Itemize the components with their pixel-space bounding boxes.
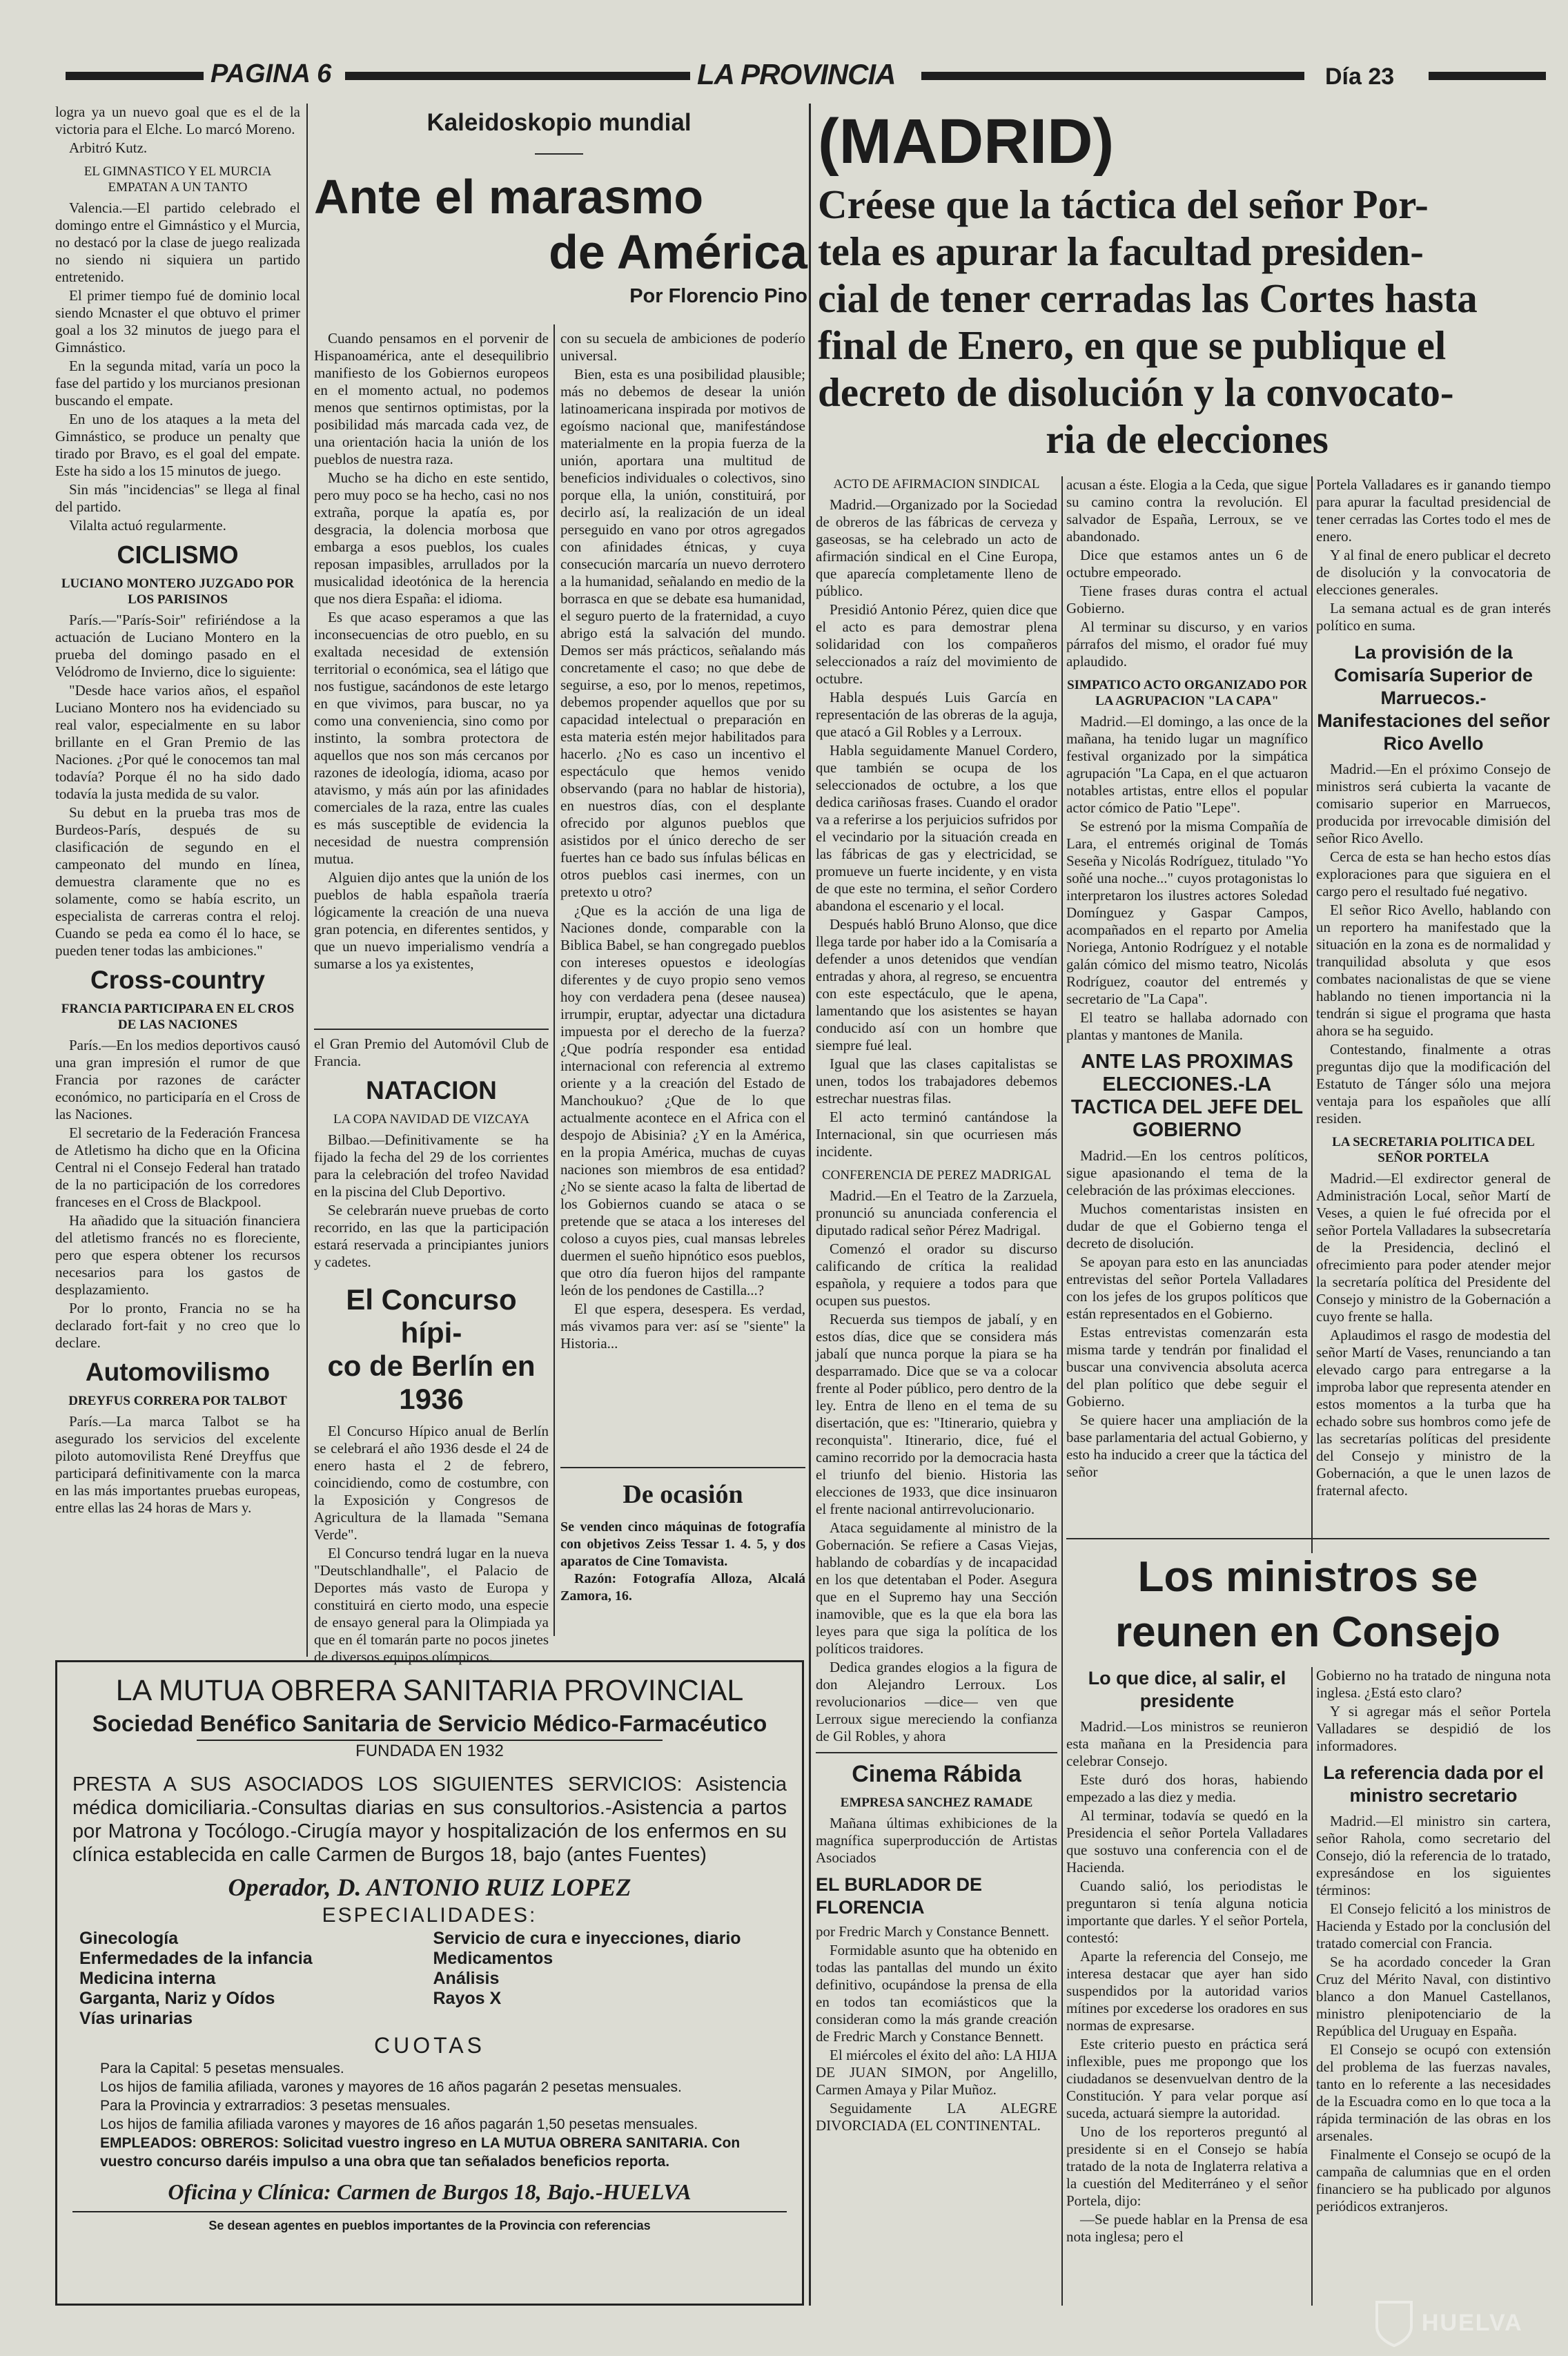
madrid-column-c (1316, 476, 1551, 1553)
referencia-paragraph: El Consejo felicitó a los ministros de Hacienda y Estado por la conclusión del tratado comercial con Francia. (1316, 1900, 1551, 1951)
mutua-office: Oficina y Clínica: Carmen de Burgos 18, Bajo.-HUELVA (168, 2179, 692, 2204)
la-capa-paragraph: Se estrenó por la misma Compañía de Lara, el entremés original de Tomás Seseña y Nicolás Rodríguez, titulado "Yo soñé una noche..." cuyos protagonistas lo interpretaron los ilustres actores Soledad Domínguez y Gaspar Campos, acompañados en el reparto por Amelia Noriega, Antonio Rodríguez y el notable galán cómico del mismo teatro, Nicolás Rodríguez, coautor del entremés y secretario de "La Capa". (1066, 818, 1308, 1007)
ministros-paragraph: Madrid.—Los ministros se reunieron esta mañana en la Presidencia para celebrar Consejo. (1066, 1718, 1308, 1769)
perez-paragraph: Recuerda sus tiempos de jabalí, y en estos días, dice que se considera más jabalí que nunca porque la piara se ha desparramado. Dice que se va a colocar frente al Poder público, pero dentro de la ley. Entra de lleno en el tema de su disertación, que es: "Itinerario, quiebra y reconquista". Itinerario, dice, fué el camino recorrido por la democracia hasta el triunfo del bienio. Historia las elecciones de 1933, que dice insinuaron el frente nacional antirrevolucionario. (816, 1311, 1057, 1517)
ministros-column-b (1316, 1667, 1551, 2306)
kaleido-paragraph: Es que acaso esperamos a que las inconsecuencias de otro pueblo, en su exaltada necesidad de extensión territorial o económica, sea el látigo que nos fustigue, sacándonos de este letargo en que vivimos, para buscar, no ya como una conveniencia, sino como por instinto, la sombra protectora de aquellos que nos son más cercanos por razones de ideología, idioma, acaso por atavismo, y más aún por las afinidades comerciales de la raza, entre las cuales es más susceptible de evidencia la necesidad de nuestra comprensión mutua. (314, 609, 549, 867)
kaleido-rule (535, 153, 583, 155)
ministros-paragraph: Cuando salió, los periodistas le preguntaron si tenía alguna noticia importante que darles. Y el señor Portela, contestó: (1066, 1878, 1308, 1946)
ciclismo-title: CICLISMO (117, 541, 239, 569)
ministros-paragraph: Este criterio puesto en práctica será inflexible, pues me propongo que los ciudadanos se desenvuelvan dentro de la Constitución. Y para velar porque así suceda, actuará siempre la autoridad. (1066, 2036, 1308, 2121)
elecciones-paragraph: Se apoyan para esto en las anunciadas entrevistas del señor Portela Valladares con los jefes de los grupos políticos que están representados en el Gobierno. (1066, 1254, 1308, 1322)
specialty-item: Rayos X (433, 1989, 502, 2008)
natacion-column (314, 1035, 549, 1665)
natacion-paragraph: Bilbao.—Definitivamente se ha fijado la fecha del 29 de los corrientes para la celebración del trofeo Navidad en la piscina del Club Deportivo. (314, 1131, 549, 1200)
gran-premio-text: el Gran Premio del Automóvil Club de Francia. (314, 1035, 549, 1069)
specialties-left (72, 1929, 433, 2029)
perez-cont-paragraph: acusan a éste. Elogia a la Ceda, que sigue su camino contra la revolución. El salvador de España, Lerroux, se ve abandonado. (1066, 476, 1308, 545)
cinema-film-title: EL BURLADOR DE FLORENCIA (816, 1874, 983, 1918)
sindical-paragraph: El acto terminó cantándose la Internacional, sin que ocurriesen más incidente. (816, 1109, 1057, 1160)
gimnastico-paragraph: En la segunda mitad, varía un poco la fase del partido y los murcianos presionan buscando el empate. (55, 358, 300, 409)
section-rule (1066, 1538, 1549, 1539)
ocasion-box (560, 1477, 805, 1643)
mutua-advertisement (55, 1660, 804, 2306)
mutua-subtitle: Sociedad Benéfico Sanitaria de Servicio Médico-Farmacéutico (92, 1711, 767, 1736)
rico-avello-title: La provisión de la Comisaría Superior de Marruecos.-Manifestaciones del señor Rico Avello (1317, 642, 1550, 754)
sindical-heading: ACTO DE AFIRMACION SINDICAL (833, 477, 1040, 491)
referencia-paragraph: Madrid.—El ministro sin cartera, señor Rahola, como secretario del Consejo, dió la referencia de lo tratado, expresándose en los siguientes términos: (1316, 1813, 1551, 1898)
kaleido-column-a (314, 330, 549, 1034)
referencia-paragraph: Se ha acordado conceder la Gran Cruz del Mérito Naval, con distintivo blanco a don Manuel Castellanos, ministro plenipotenciario de la República del Uruguay en España. (1316, 1954, 1551, 2039)
hipico-title-1: El Concurso hípi- (346, 1283, 517, 1349)
headline-line: cial de tener cerradas las Cortes hasta (818, 275, 1478, 321)
rico-paragraph: Madrid.—En el próximo Consejo de ministros será cubierta la vacante de comisario superior en Marruecos, producida por irrevocable dimisión del señor Rico Avello. (1316, 761, 1551, 846)
hipico-title-2: co de Berlín en (327, 1350, 536, 1382)
sindical-paragraph: Igual que las clases capitalistas se unen, todos los trabajadores debemos estrechar nuestras filas. (816, 1055, 1057, 1107)
sindical-paragraph: Habla seguidamente Manuel Cordero, que también se ocupa de los seleccionados de octubre, a los que dedica cariñosas frases. Cuando el orador va a referirse a los perjuicios sufridos por el vecindario por la situación creada en las fábricas de gas y electricidad, se promueve un fuerte incidente, y en vista de que este no termina, el señor Cordero abandona el escenario y el local. (816, 742, 1057, 914)
perez-cont-paragraph: Tiene frases duras contra el actual Gobierno. (1066, 583, 1308, 616)
mutua-founded: FUNDADA EN 1932 (197, 1740, 663, 1762)
natacion-heading: LA COPA NAVIDAD DE VIZCAYA (333, 1112, 529, 1127)
kaleido-paragraph: Bien, esta es una posibilidad plausible; más no debemos de desear la unión latinoamericana inspirada por motivos de egoísmo nacional que, manifestándose materialmente en la propia fuerza de la unión, aportara una multitud de beneficios individuales o colectivos, sino porque ella, la unión, constituirá, por decirlo así, la realización de un ideal perseguido en vano por otros agregados con afinidades étnicas, y cuya consecución marcaría un nuevo derrotero a la humanidad, señalando en medio de la borrasca en que se debate esa humanidad, el seguro puerto de la fraternidad, a cuyo abrigo está la salvación del mundo. Demos ser más prácticos, señalando más concretamente el caso; no que debe de seguirse, a eso, por lo menos, repetimos, debemos propender aquellos que por su capacidad intelectual o preparación en esta materia estén mejor habilitados para hacerlo. ¿No es caso un incentivo el espectáculo que hemos venido observando (para no hablar de historia), en nuestros días, con el desplante ofrecido por algunos pueblos que asistidos por el único derecho de ser fuertes han ce bado sus ínfulas bélicas en otros pueblos casi inermes, con un pretexto u otro? (560, 366, 805, 900)
cross-paragraph: París.—En los medios deportivos causó una gran impresión el rumor de que Francia por razones de carácter económico, no participaría en el Cross de las Naciones. (55, 1037, 300, 1122)
kaleido-paragraph: con su secuela de ambiciones de poderío universal. (560, 330, 805, 364)
gimnastico-paragraph: En uno de los ataques a la meta del Gimnástico, se produce un penalty que tirado por Bravo, es el goal del empate. Este ha sido a los 15 minutos de juego. (55, 411, 300, 479)
madrid-column-b (1066, 476, 1308, 1553)
ministros-paragraph: Al terminar, todavía se quedó en la Presidencia el señor Portela Valladares que sostuvo una conferencia con el de Hacienda. (1066, 1807, 1308, 1876)
mutua-services: PRESTA A SUS ASOCIADOS LOS SIGUIENTES SERVICIOS: Asistencia médica domiciliaria.-Consultas diarias en sus consultorios.-Asistencia a partos por Matrona y Tocólogo.-Cirugía mayor y hospitalización de los enfermos en su clínica establecida en calle Carmen de Burgos 18, bajo (antes Fuentes) (72, 1773, 787, 1866)
kaleido-title-1: Ante el marasmo (314, 170, 704, 224)
cuota-item: Para la Capital: 5 pesetas mensuales. (100, 2061, 344, 2076)
ministros-title-1: Los ministros se (1137, 1553, 1478, 1601)
sindical-paragraph: Presidió Antonio Pérez, quien dice que el acto es para demostrar plena solidaridad con los compañeros seleccionados a raíz del movimiento de octubre. (816, 601, 1057, 687)
cinema-intro: Mañana últimas exhibiciones de la magnífica superproducción de Artistas Asociados (816, 1815, 1057, 1866)
secretaria-paragraph: Aplaudimos el rasgo de modestia del señor Martí de Vases, renunciando a tan elevado cargo para entregarse a la improba labor que representa atender en estos momentos a la turba que ha echado sobre sus hombros como jefe de las secretarías políticas del presidente del Consejo y ministro de la Gobernación, a que le unen lazos de fraternal afecto. (1316, 1327, 1551, 1499)
gimnastico-paragraph: Vilalta actuó regularmente. (69, 517, 226, 534)
referencia-paragraph: Finalmente el Consejo se ocupó de la campaña de calumnias que en el orden financiero se ha publicado por algunos periódicos extranjeros. (1316, 2146, 1551, 2214)
section-rule (560, 1467, 805, 1468)
referencia-paragraph: El Consejo se ocupó con extensión del problema de las fuerzas navales, tanto en lo referente a las necesidades de la Escuadra como en lo que toca a la rápida terminación de las obras en los arsenales. (1316, 2041, 1551, 2144)
specialty-item: Servicio de cura e inyecciones, diario (433, 1929, 741, 1948)
header-rule-mid-left (345, 72, 690, 80)
gimnastico-paragraph: Valencia.—El partido celebrado el domingo entre el Gimnástico y el Murcia, no destacó por la clase de juego realizada no siendo ni siquiera un partido entretenido. (55, 199, 300, 285)
cuota-item: Los hijos de familia afiliada varones y mayores de 16 años pagarán 1,50 pesetas mensuales. (100, 2116, 698, 2132)
la-capa-paragraph: El teatro se hallaba adornado con plantas y mantones de Manila. (1066, 1009, 1308, 1043)
page-number: PAGINA 6 (210, 59, 332, 88)
column-divider (809, 104, 811, 2306)
kaleido-kicker: Kaleidoskopio mundial (427, 109, 692, 136)
elecciones-paragraph: Muchos comentaristas insisten en dudar de que el Gobierno tenga el decreto de disolución. (1066, 1200, 1308, 1252)
specialty-item: Medicamentos (433, 1949, 553, 1968)
perez-cont-paragraph: Dice que estamos antes un 6 de octubre empeorado. (1066, 547, 1308, 581)
cinema-paragraph: El miércoles el éxito del año: LA HIJA DE JUAN SIMON, por Angelillo, Carmen Amaya y Pilar Muñoz. (816, 2047, 1057, 2098)
perez-paragraph: Comenzó el orador su discurso calificando de crítica la realidad española, y requiere a todos para que ocupen sus puestos. (816, 1240, 1057, 1309)
ministros-paragraph: —Se puede hablar en la Prensa de esa nota inglesa; pero el (1066, 2211, 1308, 2245)
column-divider (1311, 476, 1313, 1553)
specialty-item: Enfermedades de la infancia (79, 1949, 313, 1968)
headline-line: Créese que la táctica del señor Por- (818, 182, 1429, 227)
cross-paragraph: Ha añadido que la situación financiera del atletismo francés no es floreciente, pero que espera obtener los recursos necesarios para los gastos de desplazamiento. (55, 1212, 300, 1298)
cross-paragraph: El secretario de la Federación Francesa de Atletismo ha dicho que en la Oficina Central ni el Consejo Federal han tratado de la no participación de los corredores franceses en el Cross de Blackpool. (55, 1125, 300, 1210)
cross-country-title: Cross-country (90, 966, 265, 994)
ministros-title-2: reunen en Consejo (1115, 1608, 1501, 1656)
section-rule (314, 1029, 549, 1030)
header-rule-mid-right (921, 72, 1304, 80)
kaleido-paragraph: El que espera, desespera. Es verdad, más vivamos para ver: así se "siente" la Historia... (560, 1301, 805, 1352)
cinema-title: Cinema Rábida (852, 1761, 1021, 1787)
ocasion-contact: Razón: Fotografía Alloza, Alcalá Zamora, 16. (560, 1571, 805, 1604)
rico-paragraph: Cerca de esta se han hecho estos días exploraciones para que siguiera en el cargo pero el resultado fué negativo. (1316, 848, 1551, 899)
ciclismo-heading: LUCIANO MONTERO JUZGADO POR LOS PARISINOS (61, 576, 295, 607)
madrid-headline (818, 181, 1556, 471)
referencia-title: La referencia dada por el ministro secretario (1323, 1762, 1544, 1806)
header-rule-right (1429, 72, 1546, 80)
elecciones-cont-paragraph: Y al final de enero publicar el decreto de disolución y la convocatoria de elecciones generales. (1316, 547, 1551, 598)
ministros-column-a (1066, 1667, 1308, 2306)
elche-text: logra ya un nuevo goal que es el de la victoria para el Elche. Lo marcó Moreno. (55, 104, 300, 137)
hipico-paragraph: El Concurso tendrá lugar en la nueva "Deutschlandhalle", el Palacio de Deportes más vasto de Europa y constituirá en cierto modo, una especie de ensayo general para la Olimpiada ya que en él tomarán parte no pocos jinetes de diversos equipos olímpicos. (314, 1545, 549, 1665)
cuota-item: Para la Provincia y extrarradios: 3 pesetas mensuales. (100, 2098, 451, 2114)
cinema-paragraph: por Fredric March y Constance Bennett. (816, 1923, 1050, 1940)
ciclismo-paragraph: "Desde hace varios años, el español Luciano Montero nos ha evidenciado su real valor, especialmente en su labor brillante en el Gran Premio de las Naciones. ¿Por qué le conocemos tan mal todavía? Porque él no ha sido dado todavía la justa medida de su valor. (55, 682, 300, 802)
mutua-specialties (72, 1929, 787, 2029)
mutua-cuotas-title: CUOTAS (374, 2033, 485, 2058)
ministros-subtitle: Lo que dice, al salir, el presidente (1088, 1668, 1286, 1711)
elecciones-cont-paragraph: Portela Valladares es ir ganando tiempo para apurar la facultad presidencial de tener cerradas las Cortes todo el mes de enero. (1316, 476, 1551, 545)
cross-paragraph: Por lo pronto, Francia no se ha declarado fort-fait y no creo que lo declare. (55, 1300, 300, 1351)
ministros-cont-paragraph: Y si agregar más el señor Portela Valladares se despidió de los informadores. (1316, 1703, 1551, 1754)
specialty-item: Vías urinarias (79, 2009, 193, 2028)
header-rule-left (66, 72, 204, 80)
elecciones-paragraph: Estas entrevistas comenzarán esta misma tarde y tendrán por finalidad el buscar una convivencia absoluta acerca del plan político que debe seguir el Gobierno. (1066, 1324, 1308, 1410)
auto-paragraph: París.—La marca Talbot se ha asegurado los servicios del excelente piloto automovilista René Dreyffus que participará definitivamente con la marca en las más importantes pruebas europeas, entre ellas las 24 horas de Mars y. (55, 1413, 300, 1516)
la-capa-heading: SIMPATICO ACTO ORGANIZADO POR LA AGRUPACION "LA CAPA" (1067, 678, 1307, 708)
elche-arbitro: Arbitró Kutz. (69, 139, 148, 156)
automovilismo-title: Automovilismo (85, 1358, 271, 1386)
ministros-cont-paragraph: Gobierno no ha tratado de ninguna nota inglesa. ¿Está esto claro? (1316, 1667, 1551, 1701)
headline-line: final de Enero, en que se publique el (818, 322, 1447, 368)
automovilismo-heading: DREYFUS CORRERA POR TALBOT (68, 1394, 287, 1408)
natacion-paragraph: Se celebrarán nueve pruebas de corto recorrido, en las que la participación estará reservada a principiantes juniors y cadetes. (314, 1202, 549, 1270)
shield-icon (1373, 2299, 1415, 2347)
specialty-item: Ginecología (79, 1929, 179, 1948)
kaleido-column-b (560, 330, 805, 1476)
elecciones-paragraph: Se quiere hacer una ampliación de la base parlamentaria del actual Gobierno, y esto ha inducido a creer que la táctica del señor (1066, 1412, 1308, 1480)
gimnastico-paragraph: Sin más "incidencias" se llega al final del partido. (55, 481, 300, 515)
sindical-paragraph: Habla después Luis García en representación de las obreras de la aguja, que atacó a Gil Robles y a Lerroux. (816, 689, 1057, 740)
kaleido-paragraph: Alguien dijo antes que la unión de los pueblos de habla española traería lógicamente la creación de una nueva gran potencia, en diferentes sentidos, y que un nuevo imperialismo vendría a sumarse a los ya existentes, (314, 869, 549, 972)
column-divider (306, 104, 308, 1657)
cinema-company: EMPRESA SANCHEZ RAMADE (840, 1795, 1033, 1810)
cinema-paragraph: Seguidamente LA ALEGRE DIVORCIADA (EL CONTINENTAL. (816, 2100, 1057, 2134)
mutua-cuotas (72, 2059, 787, 2134)
kaleido-paragraph: ¿Que es la acción de una liga de Naciones donde, comparable con la Biblica Babel, se han congregado pueblos con intereses opuestos e ideologías diferentes y de cuyo propio seno vemos hoy con verdadera pena (desee nausea) irrumpir, eruptar, adyectar una dictadura impuesta por el derecho de la fuerza? ¿Que podría responder esa entidad internacional con referencia al extremo oriente y a la creación del Estado de Manchoukuo? ¿Que de lo que actualmente acontece en el Africa con el despojo de Abisinia? ¿Y en la América, en la propia América, muchas de cuyas naciones son miembros de esa entidad? ¿No se siente acaso la falta de libertad de los Gobiernos cuando se ataca o se pretende que se ataca a los intereses del coloso a cuyos pies, cual mansas lebreles duermen el sueño hipnótico esos pueblos, que otro día fueron hijos del rampante león de los pendones de Castilla...? (560, 902, 805, 1298)
ministros-paragraph: Uno de los reporteros preguntó al presidente si en el Consejo se había tratado de la nota de Inglaterra relativa a la cuestión del Mediterráneo y el señor Portela, dijo: (1066, 2123, 1308, 2209)
perez-paragraph: Ataca seguidamente al ministro de la Gobernación. Se refiere a Casas Viejas, hablando de cobardías y de incapacidad en los que detentaban el Poder. Asegura que en el Supremo hay una Sección inamovible, que es la que ela bora las leyes para que siga la política de los políticos traidores. (816, 1519, 1057, 1657)
headline-line: ria de elecciones (1046, 416, 1329, 462)
secretaria-paragraph: Madrid.—El exdirector general de Administración Local, señor Martí de Veses, a quien le fué ofrecida por el señor Portela Valladares la subsecretaría de la Presidencia, declinó el ofrecimiento para poder atender mejor la secretaría política del Presidente del Consejo y ministro de la Gobernación a cuyo frente se halla. (1316, 1170, 1551, 1325)
madrid-column-a (816, 476, 1057, 2306)
column-divider (1061, 476, 1063, 2306)
secretaria-politica-heading: LA SECRETARIA POLITICA DEL SEÑOR PORTELA (1332, 1135, 1535, 1165)
headline-line: decreto de disolución y la convocato- (818, 369, 1454, 415)
perez-paragraph: Madrid.—En el Teatro de la Zarzuela, pronunció su anunciada conferencia el diputado radical señor Pérez Madrigal. (816, 1187, 1057, 1238)
cuota-item: Los hijos de familia afiliada, varones y mayores de 16 años pagarán 2 pesetas mensuales. (100, 2079, 682, 2095)
kaleido-paragraph: Cuando pensamos en el porvenir de Hispanoamérica, ante el desequilibrio manifiesto de los Gobiernos europeos en el momento actual, no podemos menos que sentirnos optimistas, por la posibilidad más marcada cada vez, de una orientación hacia la unión de los pueblos de nuestra raza. (314, 330, 549, 467)
column-divider (1311, 1667, 1313, 2306)
ocasion-body: Se venden cinco máquinas de fotografía con objetivos Zeiss Tessar 1. 4. 5, y dos aparatos de Cine Tomavista. (560, 1519, 805, 1569)
perez-madrigal-heading: CONFERENCIA DE PEREZ MADRIGAL (822, 1168, 1051, 1182)
elecciones-cont-paragraph: La semana actual es de gran interés político en suma. (1316, 600, 1551, 634)
archive-watermark (1373, 2299, 1553, 2347)
ministros-paragraph: Este duró dos horas, habiendo empezado a las diez y media. (1066, 1771, 1308, 1805)
watermark-text: HUELVA (1422, 2310, 1523, 2336)
specialties-right (433, 1929, 787, 2029)
elecciones-paragraph: Madrid.—En los centros políticos, sigue apasionando el tema de la celebración de las próximas elecciones. (1066, 1147, 1308, 1198)
mutua-empleados: EMPLEADOS: OBREROS: Solicitad vuestro ingreso en LA MUTUA OBRERA SANITARIA. Con vuestro concurso daréis impulso a una obra que tan señalados beneficios reporta. (100, 2135, 741, 2170)
day-label: Día 23 (1325, 64, 1395, 90)
headline-line: tela es apurar la facultad presiden- (818, 228, 1424, 274)
hipico-title-3: 1936 (399, 1383, 464, 1415)
cross-country-heading: FRANCIA PARTICIPARA EN EL CROS DE LAS NACIONES (61, 1002, 295, 1032)
kaleido-paragraph: Mucho se ha dicho en este sentido, pero muy poco se ha hecho, casi no nos extraña, porque la apatía es, por desgracia, la dolencia morbosa que embarga a esos pueblos, los cuales reposan impasibles, arrullados por la musicalidad ideotónica de la herencia que nos diera España: el idioma. (314, 469, 549, 607)
mutua-specialties-title: ESPECIALIDADES: (322, 1904, 538, 1927)
cinema-paragraph: Formidable asunto que ha obtenido en todas las pantallas del mundo un éxito definitivo, ocupándose la prensa de ella en todos tan ecomiásticos que la consideran como la más grande creación de Fredric March y Constance Bennett. (816, 1942, 1057, 2045)
ciclismo-paragraph: Su debut en la prueba tras mos de Burdeos-París, después de su clasificación de segundo en el campeonato del mundo en línea, demuestra claramente que no es solamente, como se había escrito, un especialista de carreras contra el reloj. Cuando se peda ea como él lo hace, se pueden tener todas las ambiciones." (55, 804, 300, 959)
rico-paragraph: Contestando, finalmente a otras preguntas dijo que la modificación del Estatuto de Tánger sólo una mejora ventaja para los españoles que allí residen. (1316, 1041, 1551, 1127)
specialty-item: Garganta, Nariz y Oídos (79, 1989, 275, 2008)
la-capa-paragraph: Madrid.—El domingo, a las once de la mañana, ha tenido lugar un magnífico festival organizado por la simpática agrupación "La Capa, en el que actuaron notables artistas, entre ellos el popular actor cómico de Patio "Lepe". (1066, 713, 1308, 816)
ministros-paragraph: Aparte la referencia del Consejo, me interesa destacar que ayer han sido suspendidos por la autoridad varios mítines por excederse los oradores en sus normas de expresarse. (1066, 1948, 1308, 2034)
ocasion-title: De ocasión (623, 1480, 743, 1509)
column-divider (553, 324, 555, 1636)
masthead: LA PROVINCIA (697, 58, 896, 90)
kaleido-title-2: de América (549, 225, 807, 279)
specialty-item: Análisis (433, 1969, 500, 1988)
sindical-paragraph: Madrid.—Organizado por la Sociedad de obreros de las fábricas de cerveza y gaseosas, se ha celebrado un acto de afirmación sindical en el Cine Europa, que aparecía completamente lleno de público. (816, 496, 1057, 599)
gimnastico-paragraph: El primer tiempo fué de dominio local siendo Mcnaster el que obtuvo el primer goal a los 32 minutos de juego para el Gimnástico. (55, 287, 300, 356)
mutua-title: LA MUTUA OBRERA SANITARIA PROVINCIAL (115, 1674, 744, 1707)
natacion-title: NATACION (366, 1076, 497, 1104)
sindical-paragraph: Después habló Bruno Alonso, que dice llega tarde por haber ido a la Comisaría a defender a unos detenidos que vendían entradas y ahora, al regreso, se encuentra con este espectáculo, que le apena, lamentando que los asistentes se hayan conducido así con un hombre que siempre fué leal. (816, 916, 1057, 1053)
sports-column (55, 104, 300, 1546)
ciclismo-paragraph: París.—"París-Soir" refiriéndose a la actuación de Luciano Montero en la prueba del domingo pasado en el Velódromo de Invierno, dice lo siguiente: (55, 612, 300, 680)
specialty-item: Medicina interna (79, 1969, 216, 1988)
perez-paragraph: Dedica grandes elogios a la figura de don Alejandro Lerroux. Los revolucionarios —dice— ven que Lerroux sigue mereciendo la confianza de Gil Robles, y ahora (816, 1659, 1057, 1744)
proximas-elecciones-title: ANTE LAS PROXIMAS ELECCIONES.-LA TACTICA DEL JEFE DEL GOBIERNO (1070, 1051, 1304, 1141)
perez-cont-paragraph: Al terminar su discurso, y en varios párrafos del mismo, el orador fué muy aplaudido. (1066, 619, 1308, 670)
madrid-tag: (MADRID) (818, 106, 1115, 177)
kaleido-byline: Por Florencio Pino (629, 285, 807, 307)
gimnastico-heading: EL GIMNASTICO Y EL MURCIA EMPATAN A UN TANTO (84, 164, 272, 195)
rico-paragraph: El señor Rico Avello, hablando con un reportero ha manifestado que la situación en la zona es de normalidad y tranquilidad absoluta y que esos combates nacionalistas de que se viene hablando no tienen importancia ni la tendrán si sigue el programa que hasta ahora se ha seguido. (1316, 902, 1551, 1039)
mutua-operator: Operador, D. ANTONIO RUIZ LOPEZ (228, 1873, 631, 1901)
hipico-paragraph: El Concurso Hípico anual de Berlín se celebrará el año 1936 desde el 24 de enero hasta el 2 de febrero, coincidiendo, como de costumbre, con la Exposición y Congresos de Agricultura de la llamada "Semana Verde". (314, 1423, 549, 1543)
section-rule (816, 1752, 1057, 1753)
mutua-agents: Se desean agentes en pueblos importantes de la Provincia con referencias (72, 2211, 787, 2235)
